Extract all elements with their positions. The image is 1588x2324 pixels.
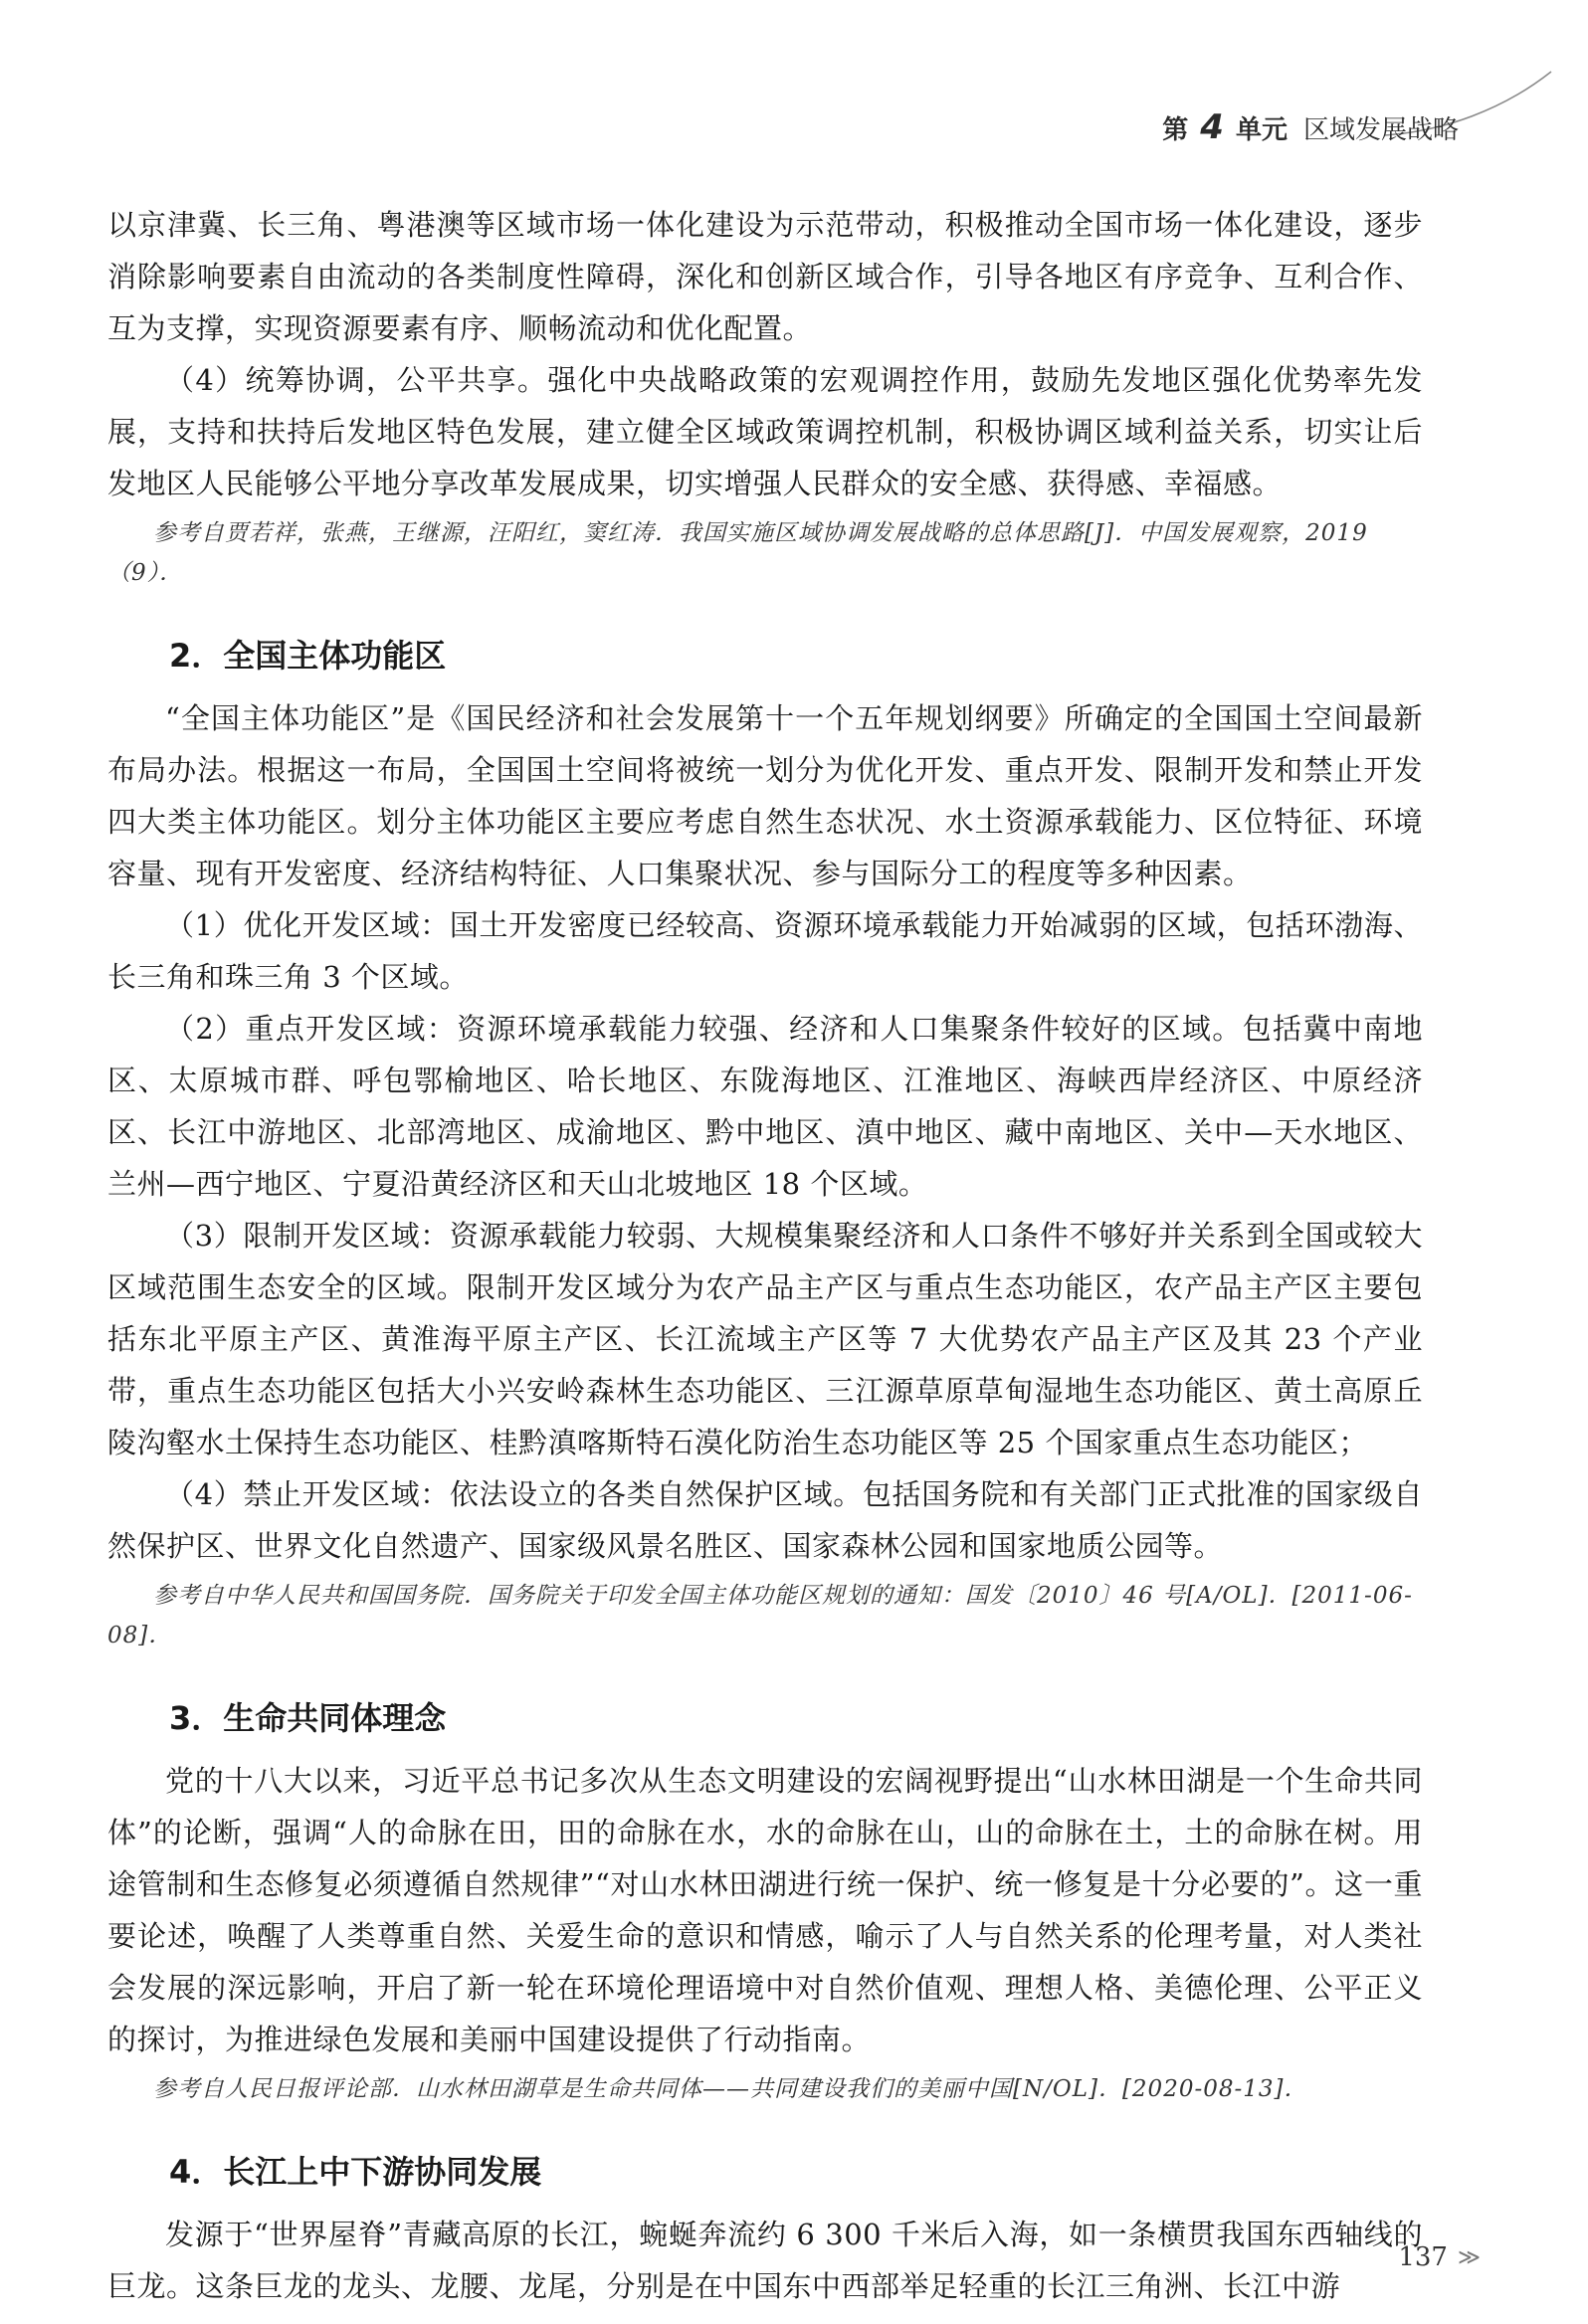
- paragraph: 以京津冀、长三角、粤港澳等区域市场一体化建设为示范带动，积极推动全国市场一体化建设，逐步消除影响要素自由流动的各类制度性障碍，深化和创新区域合作，引导各地区有序竞争、互利合作、互为支撑，实现资源要素有序、顺畅流动和优化配置。: [107, 208, 1423, 345]
- page-body: [107, 199, 1423, 2312]
- unit-number: 4: [1200, 107, 1224, 147]
- paragraph: 党的十八大以来，习近平总书记多次从生态文明建设的宏阔视野提出“山水林田湖是一个生命共同体”的论断，强调“人的命脉在田，田的命脉在水，水的命脉在山，山的命脉在土，土的命脉在树。用途管制和生态修复必须遵循自然规律”“对山水林田湖进行统一保护、统一修复是十分必要的”。这一重要论述，唤醒了人类尊重自然、关爱生命的意识和情感，喻示了人与自然关系的伦理考量，对人类社会发展的深远影响，开启了新一轮在环境伦理语境中对自然价值观、理想人格、美德伦理、公平正义的探讨，为推进绿色发展和美丽中国建设提供了行动指南。: [107, 1764, 1423, 2056]
- section-heading: 3．生命共同体理念: [169, 1699, 447, 1737]
- page-number: [1398, 2242, 1481, 2272]
- paragraph: （4）禁止开发区域：依法设立的各类自然保护区域。包括国务院和有关部门正式批准的国家级自然保护区、世界文化自然遗产、国家级风景名胜区、国家森林公园和国家地质公园等。: [107, 1477, 1423, 1563]
- page-number-text: 137: [1398, 2242, 1448, 2272]
- paragraph: （2）重点开发区域：资源环境承载能力较强、经济和人口集聚条件较好的区域。包括冀中南地区、太原城市群、呼包鄂榆地区、哈长地区、东陇海地区、江淮地区、海峡西岸经济区、中原经济区、长江中游地区、北部湾地区、成渝地区、黔中地区、滇中地区、藏中南地区、关中—天水地区、兰州—西宁地区、宁夏沿黄经济区和天山北坡地区 18 个区域。: [107, 1012, 1423, 1201]
- paragraph: （1）优化开发区域：国土开发密度已经较高、资源环境承载能力开始减弱的区域，包括环渤海、长三角和珠三角 3 个区域。: [107, 908, 1423, 994]
- reference-note: 参考自人民日报评论部．山水林田湖草是生命共同体——共同建设我们的美丽中国[N/OL]．[2020-08-13]．: [153, 2076, 1308, 2102]
- paragraph: “全国主体功能区”是《国民经济和社会发展第十一个五年规划纲要》所确定的全国国土空间最新布局办法。根据这一布局，全国国土空间将被统一划分为优化开发、重点开发、限制开发和禁止开发四大类主体功能区。划分主体功能区主要应考虑自然生态状况、水土资源承载能力、区位特征、环境容量、现有开发密度、经济结构特征、人口集聚状况、参与国际分工的程度等多种因素。: [107, 701, 1423, 890]
- reference-note: 参考自中华人民共和国国务院．国务院关于印发全国主体功能区规划的通知：国发〔2010〕46 号[A/OL]．[2011-06-08]．: [107, 1583, 1413, 1648]
- paragraph: 发源于“世界屋脊”青藏高原的长江，蜿蜒奔流约 6 300 千米后入海，如一条横贯我国东西轴线的巨龙。这条巨龙的龙头、龙腰、龙尾，分别是在中国东中西部举足轻重的长江三角洲、长江中游: [107, 2218, 1423, 2303]
- unit-title: 区域发展战略: [1302, 115, 1459, 145]
- unit-suffix: 单元: [1235, 115, 1288, 145]
- paragraph: （4）统筹协调，公平共享。强化中央战略政策的宏观调控作用，鼓励先发地区强化优势率先发展，支持和扶持后发地区特色发展，建立健全区域政策调控机制，积极协调区域利益关系，切实让后发地区人民能够公平地分享改革发展成果，切实增强人民群众的安全感、获得感、幸福感。: [107, 363, 1423, 500]
- section-heading: 2．全国主体功能区: [169, 637, 447, 675]
- next-page-arrows-icon: ≫: [1457, 2244, 1481, 2270]
- paragraph: （3）限制开发区域：资源承载能力较弱、大规模集聚经济和人口条件不够好并关系到全国或较大区域范围生态安全的区域。限制开发区域分为农产品主产区与重点生态功能区，农产品主产区主要包括东北平原主产区、黄淮海平原主产区、长江流域主产区等 7 大优势农产品主产区及其 23 个产业带，重点生态功能区包括大小兴安岭森林生态功能区、三江源草原草甸湿地生态功能区、黄土高原丘陵沟壑水土保持生态功能区、桂黔滇喀斯特石漠化防治生态功能区等 25 个国家重点生态功能区；: [107, 1219, 1423, 1459]
- unit-prefix: 第: [1162, 115, 1189, 145]
- running-header: [1162, 107, 1459, 147]
- reference-note: 参考自贾若祥，张燕，王继源，汪阳红，窦红涛．我国实施区域协调发展战略的总体思路[J]．中国发展观察，2019（9）．: [107, 520, 1368, 586]
- section-heading: 4．长江上中下游协同发展: [169, 2153, 542, 2191]
